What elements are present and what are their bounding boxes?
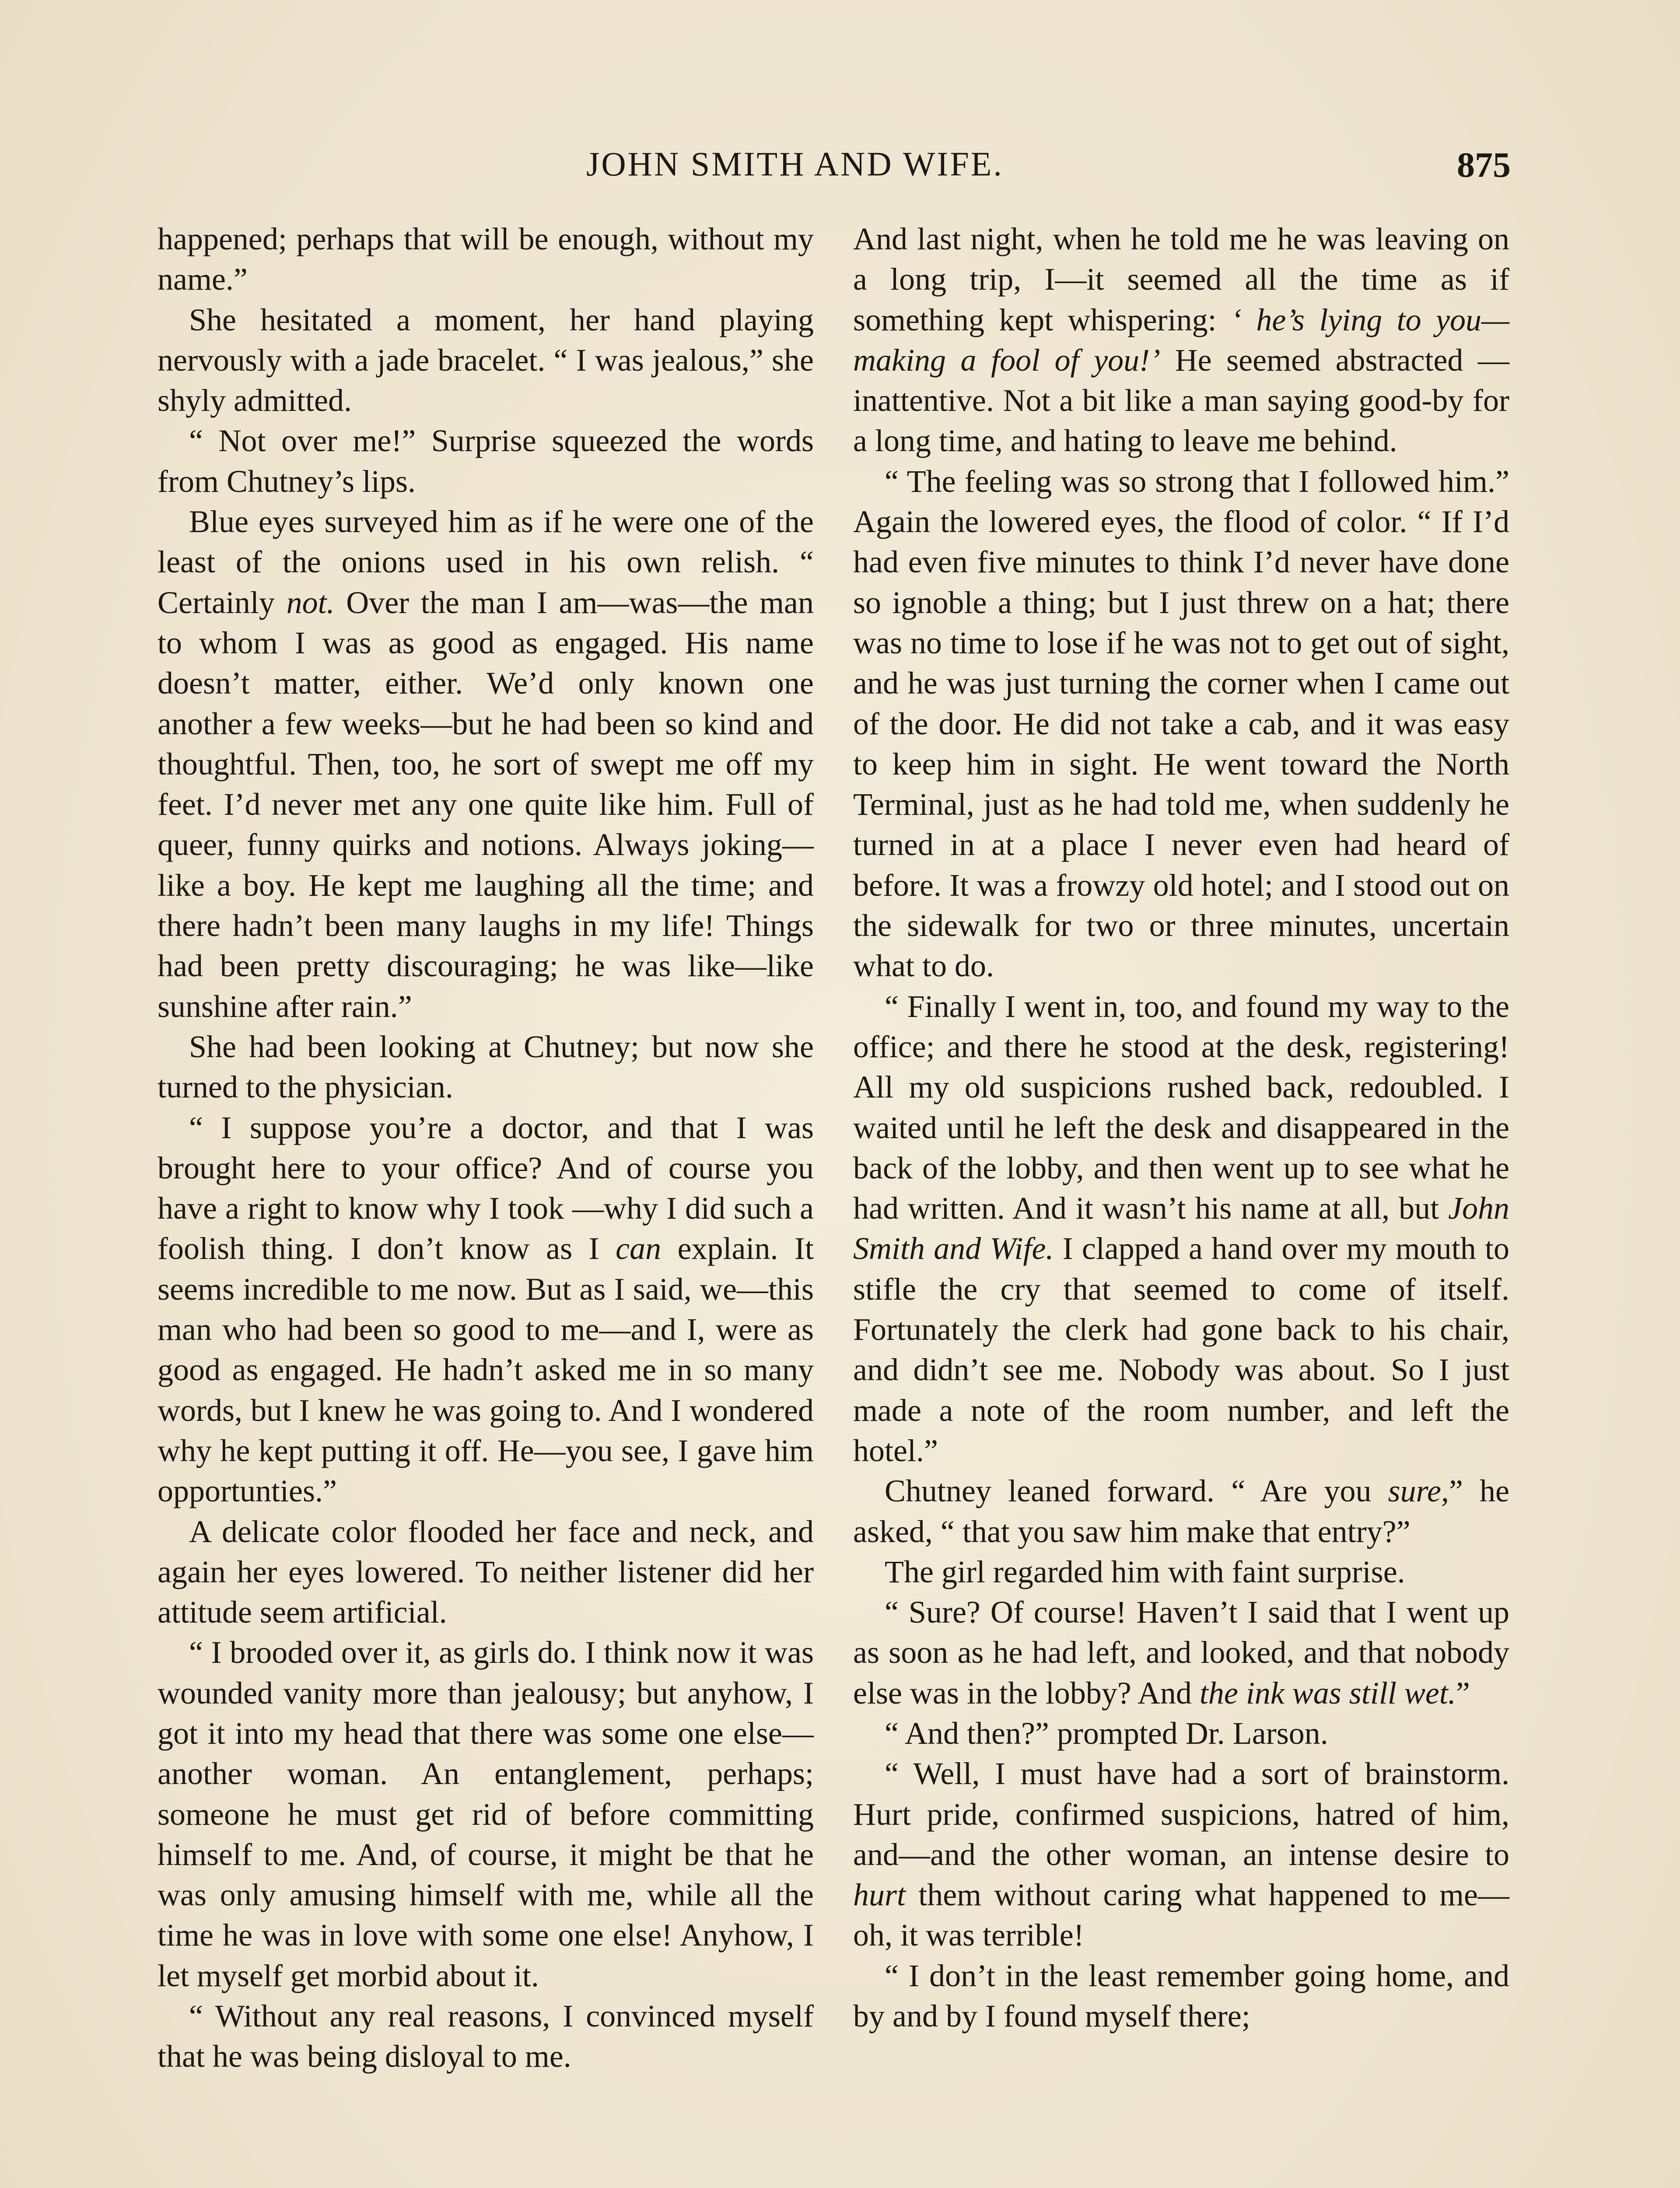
paragraph: “ Not over me!” Surprise squeezed the words from Chutney’s lips. xyxy=(158,423,814,499)
text-run: Chutney leaned forward. “ Are you xyxy=(885,1473,1388,1509)
right-column xyxy=(853,219,1509,2036)
text-run: I clapped a hand over my mouth to stifle the cry that seemed to come of itself. Fortunately the clerk had gone back to his chair, and didn’t see me. Nobody was about. So I just made a note of the room number, and left the hotel.” xyxy=(853,1231,1509,1468)
text-run: “ Well, I must have had a sort of brainstorm. Hurt pride, confirmed suspicions, hatred of him, and—and the other woman, an intense desire to xyxy=(853,1756,1509,1872)
paragraph xyxy=(158,1108,814,1511)
text-run: “ I suppose you’re a doctor, and that I was brought here to your office? And of course you have a right to know why I took —why I did such a foolish thing. I don’t know as I xyxy=(158,1110,814,1266)
italic-text: not. xyxy=(286,585,335,620)
italic-text: John Smith and Wife. xyxy=(853,1191,1509,1266)
text-run: Over the man I am—was—the man to whom I was as good as engaged. His name doesn’t matter, either. We’d only known one another a few weeks—but he had been so kind and thoughtful. Then, too, he sort of swept me off my feet. I’d never met any one quite like him. Full of queer, funny quirks and notions. Always joking—like a boy. He kept me laughing all the time; and there hadn’t been many laughs in my life! Things had been pretty discouraging; he was like—like sunshine after rain.” xyxy=(158,585,814,1024)
paragraph: The girl regarded him with faint surprise. xyxy=(885,1554,1405,1589)
paragraph: “ The feeling was so strong that I followed him.” Again the lowered eyes, the flood of color. “ If I’d had even five minutes to think I’d never have done so ignoble a thing; but I just threw on a hat; there was no time to lose if he was not to get out of sight, and he was just turning the corner when I came out of the door. He did not take a cab, and it was easy to keep him in sight. He went toward the North Terminal, just as he had told me, when suddenly he turned in at a place I never even had heard of before. It was a frowzy old hotel; and I stood out on the sidewalk for two or three minutes, uncertain what to do. xyxy=(853,463,1509,984)
text-run: explain. It seems incredible to me now. But as I said, we—this man who had been so good to me—and I, were as good as engaged. He hadn’t asked me in so many words, but I knew he was going to. And I wondered why he kept putting it off. He—you see, I gave him opportunties.” xyxy=(158,1231,814,1509)
paragraph xyxy=(853,1592,1509,1713)
text-run: Blue eyes surveyed him as if he were one of the least of the onions used in his own relish. “ Certainly xyxy=(158,504,814,620)
italic-text: hurt xyxy=(853,1877,906,1913)
paragraph: happened; perhaps that will be enough, without my name.” xyxy=(158,221,814,297)
italic-text: sure, xyxy=(1388,1473,1449,1509)
paragraph xyxy=(158,501,814,1027)
paragraph xyxy=(853,986,1509,1471)
paragraph xyxy=(853,1471,1509,1552)
text-run: them without caring what happened to me—oh, it was terrible! xyxy=(853,1877,1509,1953)
text-run: “ Sure? Of course! Haven’t I said that I went up as soon as he had left, and looked, and that nobody else was in the lobby? And xyxy=(853,1595,1509,1711)
paragraph: She hesitated a moment, her hand playing nervously with a jade bracelet. “ I was jealous,” she shyly admitted. xyxy=(158,302,814,418)
paragraph: “ And then?” prompted Dr. Larson. xyxy=(885,1715,1328,1751)
paragraph: A delicate color flooded her face and neck, and again her eyes lowered. To neither listener did her attitude seem artificial. xyxy=(158,1514,814,1630)
paragraph: “ I don’t in the least remember going home, and by and by I found myself there; xyxy=(853,1958,1509,2034)
paragraph xyxy=(853,1753,1509,1955)
paragraph: She had been looking at Chutney; but now she turned to the physician. xyxy=(158,1029,814,1105)
text-run: “ Finally I went in, too, and found my way to the office; and there he stood at the desk, registering! All my old suspicions rushed back, redoubled. I waited until he left the desk and disappeared in the back of the lobby, and then went up to see what he had written. And it wasn’t his name at all, but xyxy=(853,989,1509,1226)
text-run: And last night, when he told me he was leaving on a long trip, I—it seemed all the time as if something kept whispering: xyxy=(853,221,1509,337)
paragraph xyxy=(853,219,1509,461)
page-number: 875 xyxy=(1457,145,1511,185)
running-head: JOHN SMITH AND WIFE. xyxy=(586,145,1004,183)
italic-text: the ink was still wet. xyxy=(1199,1675,1456,1711)
text-run: ” xyxy=(1456,1675,1470,1711)
text-run: ” he asked, “ that you saw him make that entry?” xyxy=(853,1473,1509,1549)
italic-text: can xyxy=(616,1231,662,1266)
italic-text: ‘ he’s lying to you—making a fool of you!’ xyxy=(853,302,1509,378)
paragraph: “ I brooded over it, as girls do. I think now it was wounded vanity more than jealousy; but anyhow, I got it into my head that there was some one else—another woman. An entanglement, perhaps; someone he must get rid of before committing himself to me. And, of course, it might be that he was only amusing himself with me, while all the time he was in love with some one else! Anyhow, I let myself get morbid about it. xyxy=(158,1635,814,1993)
text-run: He seemed abstracted — inattentive. Not a bit like a man saying good-by for a long time, and hating to leave me behind. xyxy=(853,342,1509,459)
left-column xyxy=(158,219,814,2077)
paragraph: “ Without any real reasons, I convinced myself that he was being disloyal to me. xyxy=(158,1999,814,2074)
